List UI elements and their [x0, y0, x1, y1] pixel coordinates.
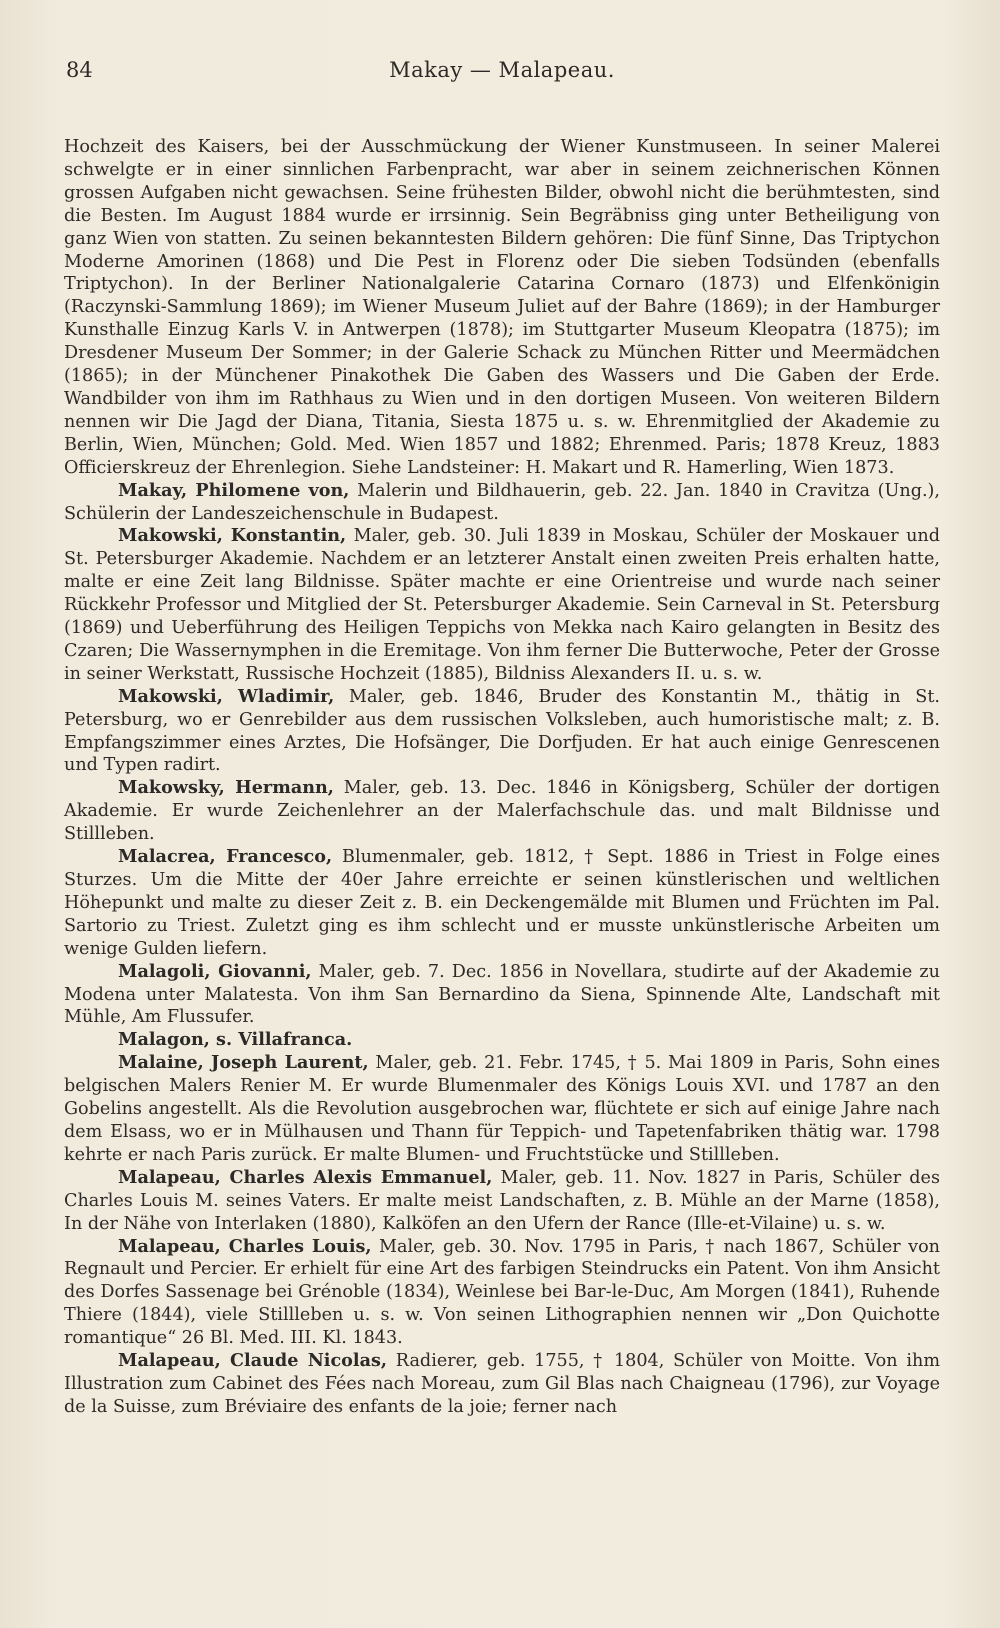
entry-name: Malapeau, Charles Louis,	[118, 1235, 372, 1257]
entry-text: Malerin und Bildhauerin, geb. 22. Jan. 1840 in Cravitza (Ung.), Schülerin der Landeszeichenschule in Budapest.	[64, 480, 941, 524]
entry-makay-philomene	[64, 480, 940, 526]
entry-makowsky-hermann	[64, 777, 940, 846]
body-text	[64, 136, 940, 1419]
page-number: 84	[66, 58, 93, 82]
entry-malagoli-giovanni	[64, 961, 940, 1030]
entry-text: Maler, geb. 30. Nov. 1795 in Paris, † nach 1867, Schüler von Regnault und Percier. Er erhielt für eine Art des farbigen Steindrucks ein Patent. Von ihm Ansicht des Dorfes Sassenage bei Grénoble (1834), Weinlese bei Bar-le-Duc, Am Morgen (1841), Ruhende Thiere (1844), viele Stillleben u. s. w. Von seinen Lithographien nennen wir „Don Quichotte romantique“ 26 Bl. Med. III. Kl. 1843.	[64, 1236, 940, 1349]
entry-makowski-wladimir	[64, 686, 940, 778]
entry-malapeau-charles-louis	[64, 1236, 940, 1351]
entry-name: Malagon, s. Villafranca.	[118, 1029, 353, 1051]
entry-name: Malagoli, Giovanni,	[118, 960, 312, 982]
page-header	[64, 58, 940, 98]
entry-text: Maler, geb. 30. Juli 1839 in Moskau, Schüler der Moskauer und St. Petersburger Akademie. Nachdem er an letzterer Anstalt einen zweiten Preis erhalten hatte, malte er eine Zeit lang Bildnisse. Später machte er eine Orientreise und wurde nach seiner Rückkehr Professor und Mitglied der St. Petersburger Akademie. Sein Carneval in St. Petersburg (1869) und Ueberführung des Heiligen Teppichs von Mekka nach Kairo gelangten in Besitz des Czaren; Die Wassernymphen in die Eremitage. Von ihm ferner Die Butterwoche, Peter der Grosse in seiner Werkstatt, Russische Hochzeit (1885), Bildniss Alexanders II. u. s. w.	[64, 526, 940, 684]
entry-text: Maler, geb. 11. Nov. 1827 in Paris, Schüler des Charles Louis M. seines Vaters. Er malte meist Landschaften, z. B. Mühle an der Marne (1858), In der Nähe von Interlaken (1880), Kalköfen an den Ufern der Rance (Ille-et-Vilaine) u. s. w.	[64, 1167, 940, 1234]
entry-makowski-konstantin	[64, 525, 940, 685]
entry-text: Maler, geb. 7. Dec. 1856 in Novellara, studirte auf der Akademie zu Modena unter Malatesta. Von ihm San Bernardino da Siena, Spinnende Alte, Landschaft mit Mühle, Am Flussufer.	[64, 961, 940, 1028]
entry-malapeau-claude-nicolas	[64, 1350, 940, 1419]
entry-name: Makowski, Wladimir,	[118, 685, 335, 707]
entry-name: Makay, Philomene von,	[118, 479, 350, 501]
entry-name: Malacrea, Francesco,	[118, 846, 333, 868]
entry-text: Radierer, geb. 1755, † 1804, Schüler von Moitte. Von ihm Illustration zum Cabinet des Fées nach Moreau, zum Gil Blas nach Chaigneau (1796), zur Voyage de la Suisse, zum Bréviaire des enfants de la joie; ferner nach	[64, 1351, 940, 1417]
entry-name: Malapeau, Charles Alexis Emmanuel,	[118, 1166, 493, 1188]
entry-text: Blumenmaler, geb. 1812, † Sept. 1886 in Triest in Folge eines Sturzes. Um die Mitte der 40er Jahre erreichte er seinen künstlerischen und weltlichen Höhepunkt und malte zu dieser Zeit z. B. ein Deckengemälde mit Blumen und Früchten im Pal. Sartorio zu Triest. Zuletzt ging es ihm schlecht und er musste unkünstlerische Arbeiten um wenige Gulden liefern.	[64, 847, 940, 959]
entry-malaine-joseph-laurent	[64, 1052, 940, 1167]
entry-name: Malapeau, Claude Nicolas,	[118, 1350, 388, 1372]
entry-text: Maler, geb. 13. Dec. 1846 in Königsberg, Schüler der dortigen Akademie. Er wurde Zeichenlehrer an der Malerfachschule das. und malt Bildnisse und Stillleben.	[64, 778, 940, 845]
entry-name: Malaine, Joseph Laurent,	[118, 1052, 369, 1074]
entry-text: Maler, geb. 1846, Bruder des Konstantin M., thätig in St. Petersburg, wo er Genrebilder aus dem russischen Volksleben, auch humoristische malt; z. B. Empfangszimmer eines Arztes, Die Hofsänger, Die Dorfjuden. Er hat auch einige Genrescenen und Typen radirt.	[64, 686, 940, 776]
entry-name: Makowski, Konstantin,	[118, 525, 347, 547]
running-head: Makay — Malapeau.	[389, 58, 615, 82]
entry-malacrea-francesco	[64, 846, 940, 961]
intro-paragraph: Hochzeit des Kaisers, bei der Ausschmückung der Wiener Kunstmuseen. In seiner Malerei schwelgte er in einer sinnlichen Farbenpracht, war aber in seinem zeichnerischen Können grossen Aufgaben nicht gewachsen. Seine frühesten Bilder, obwohl nicht die berühmtesten, sind die Besten. Im August 1884 wurde er irrsinnig. Sein Begräbniss ging unter Betheiligung von ganz Wien von statten. Zu seinen bekanntesten Bildern gehören: Die fünf Sinne, Das Triptychon Moderne Amorinen (1868) und Die Pest in Florenz oder Die sieben Todsünden (ebenfalls Triptychon). In der Berliner Nationalgalerie Catarina Cornaro (1873) und Elfenkönigin (Raczynski-Sammlung 1869); im Wiener Museum Juliet auf der Bahre (1869); in der Hamburger Kunsthalle Einzug Karls V. in Antwerpen (1878); im Stuttgarter Museum Kleopatra (1875); im Dresdener Museum Der Sommer; in der Galerie Schack zu München Ritter und Meermädchen (1865); in der Münchener Pinakothek Die Gaben des Wassers und Die Gaben der Erde. Wandbilder von ihm im Rathhaus zu Wien und in den dortigen Museen. Von weiteren Bildern nennen wir Die Jagd der Diana, Titania, Siesta 1875 u. s. w. Ehrenmitglied der Akademie zu Berlin, Wien, München; Gold. Med. Wien 1857 und 1882; Ehrenmed. Paris; 1878 Kreuz, 1883 Officierskreuz der Ehrenlegion. Siehe Landsteiner: H. Makart und R. Hamerling, Wien 1873.	[64, 137, 940, 478]
entry-malagon	[64, 1029, 940, 1052]
entry-name: Makowsky, Hermann,	[118, 777, 334, 799]
entry-malapeau-charles-alexis-emmanuel	[64, 1167, 940, 1236]
entry-text: Maler, geb. 21. Febr. 1745, † 5. Mai 1809 in Paris, Sohn eines belgischen Malers Renier M. Er wurde Blumenmaler des Königs Louis XVI. und 1787 an den Gobelins angestellt. Als die Revolution ausgebrochen war, flüchtete er sich auf einige Jahre nach dem Elsass, wo er in Mülhausen und Thann für Teppich- und Tapetenfabriken thätig war. 1798 kehrte er nach Paris zurück. Er malte Blumen- und Fruchtstücke und Stillleben.	[64, 1053, 940, 1165]
